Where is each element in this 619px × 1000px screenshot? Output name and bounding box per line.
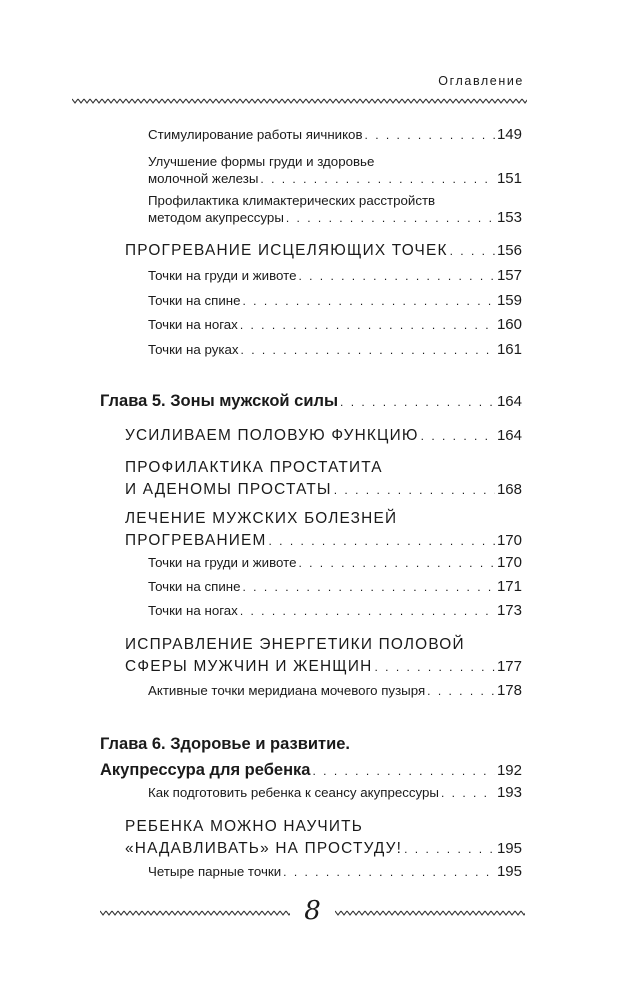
entry-title: Точки на спине: [148, 579, 241, 594]
entry-title: Как подготовить ребенка к сеансу акупрессуры: [148, 785, 439, 800]
section-title-line-1: РЕБЕНКА МОЖНО НАУЧИТЬ: [125, 818, 364, 835]
section-title-line-2: «НАДАВЛИВАТЬ» НА ПРОСТУДУ!: [125, 840, 403, 857]
section-title-line-2: СФЕРЫ МУЖЧИН И ЖЕНЩИН: [125, 658, 373, 675]
page-number: 156: [496, 242, 522, 259]
entry-title: Точки на спине: [148, 293, 241, 308]
toc-entry: [148, 292, 522, 310]
running-head: Оглавление: [438, 74, 524, 88]
toc-section-entry: [125, 508, 522, 552]
page-number: 168: [496, 481, 522, 498]
chapter-title-line-2: Акупрессура для ребенка: [100, 761, 311, 779]
toc-entry: [148, 341, 522, 359]
section-title-line-1: ПРОФИЛАКТИКА ПРОСТАТИТА: [125, 459, 383, 476]
toc-entry: [148, 554, 522, 572]
entry-title: Точки на ногах: [148, 317, 238, 332]
toc-entry: [148, 784, 522, 802]
section-title: УСИЛИВАЕМ ПОЛОВУЮ ФУНКЦИЮ: [125, 427, 419, 444]
entry-title: Активные точки меридиана мочевого пузыря: [148, 683, 426, 698]
toc-entry: [148, 316, 522, 334]
ornamental-rule-bottom-right: [335, 909, 525, 917]
section-title-line-2: И АДЕНОМЫ ПРОСТАТЫ: [125, 481, 332, 498]
toc-entry: [148, 863, 522, 881]
ornamental-rule-top: [72, 97, 527, 105]
page-number: 173: [496, 602, 522, 619]
folio-page-number: 8: [304, 896, 321, 926]
toc-section-entry: [125, 816, 522, 860]
section-title-line-1: ЛЕЧЕНИЕ МУЖСКИХ БОЛЕЗНЕЙ: [125, 510, 398, 527]
entry-title: Точки на груди и животе: [148, 268, 297, 283]
toc-entry: [148, 126, 522, 144]
toc-entry: [148, 682, 522, 700]
entry-title-line-1: Улучшение формы груди и здоровье: [148, 154, 375, 169]
toc-entry: [148, 153, 522, 188]
entry-title-line-2: молочной железы: [148, 171, 259, 186]
toc-section-entry: [125, 425, 522, 447]
entry-title: Точки на ногах: [148, 603, 238, 618]
toc-entry: [148, 192, 522, 227]
entry-title: Четыре парные точки: [148, 864, 282, 879]
page-number: 195: [496, 863, 522, 880]
page-number: 159: [496, 292, 522, 309]
page-number: 171: [496, 578, 522, 595]
page-number: 170: [496, 532, 522, 549]
toc-chapter-entry: [100, 388, 522, 415]
toc-entry: [148, 602, 522, 620]
page-number: 164: [496, 393, 522, 410]
entry-title: Точки на руках: [148, 342, 239, 357]
toc-entry: [148, 578, 522, 596]
section-title: ПРОГРЕВАНИЕ ИСЦЕЛЯЮЩИХ ТОЧЕК: [125, 242, 448, 259]
page-number: 193: [496, 784, 522, 801]
entry-title: Точки на груди и животе: [148, 555, 297, 570]
entry-title-line-2: методом акупрессуры: [148, 210, 284, 225]
page-number: 177: [496, 658, 522, 675]
toc-chapter-entry: [100, 731, 522, 784]
chapter-title: Глава 5. Зоны мужской силы: [100, 392, 339, 410]
page-number: 153: [496, 209, 522, 226]
page-number: 164: [496, 427, 522, 444]
section-title-line-1: ИСПРАВЛЕНИЕ ЭНЕРГЕТИКИ ПОЛОВОЙ: [125, 636, 465, 653]
toc-section-entry: [125, 457, 522, 501]
section-title-line-2: ПРОГРЕВАНИЕМ: [125, 532, 267, 549]
page-number: 160: [496, 316, 522, 333]
page-number: 161: [496, 341, 522, 358]
page-number: 149: [496, 126, 522, 143]
entry-title-line-1: Профилактика климактерических расстройств: [148, 193, 436, 208]
chapter-title-line-1: Глава 6. Здоровье и развитие.: [100, 735, 350, 753]
page-number: 178: [496, 682, 522, 699]
entry-title: Стимулирование работы яичников: [148, 127, 363, 142]
page-number: 195: [496, 840, 522, 857]
toc-section-entry: [125, 634, 522, 678]
page-number: 157: [496, 267, 522, 284]
page-number: 170: [496, 554, 522, 571]
toc-section-entry: [125, 240, 522, 262]
ornamental-rule-bottom-left: [100, 909, 290, 917]
toc-entry: [148, 267, 522, 285]
page-number: 192: [496, 762, 522, 779]
page-number: 151: [496, 170, 522, 187]
